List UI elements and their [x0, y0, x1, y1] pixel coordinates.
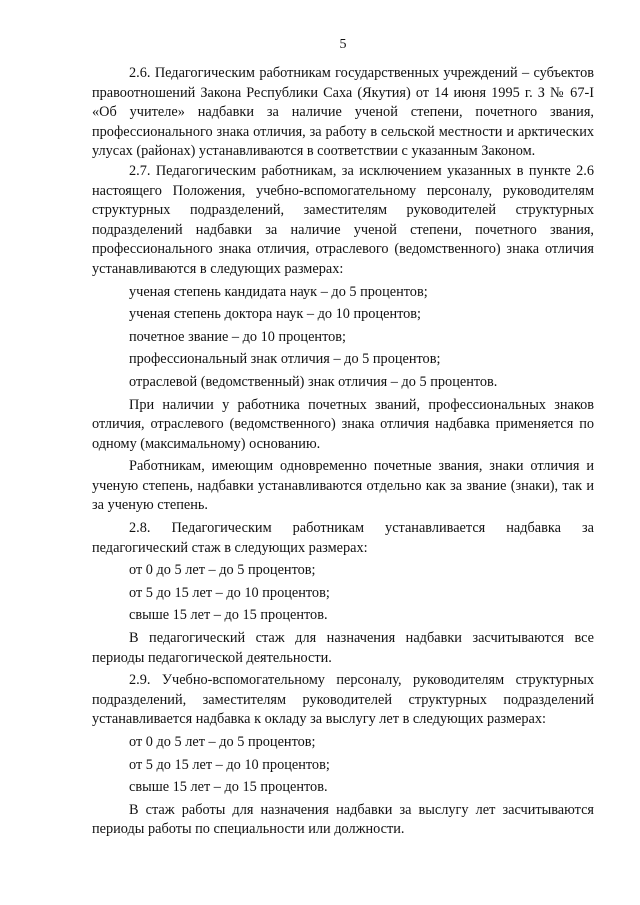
list-item: свыше 15 лет – до 15 процентов. [129, 607, 328, 624]
page-number: 5 [339, 37, 347, 52]
list-item: от 5 до 15 лет – до 10 процентов; [129, 756, 330, 773]
list-item: отраслевой (ведомственный) знак отличия – до 5 процентов. [129, 373, 498, 390]
paragraph-2-6: 2.6. Педагогическим работникам государственных учреждений – субъектов правоотношений Закона Республики Саха (Якутия) от 14 июня 1995 г. З № 67-I «Об учителе» надбавки за наличие ученой степени, почетного звания, профессионального знака отличия, за работу в сельской местности и арктических улусах (районах) устанавливаются в соответствии с указанным Законом. [92, 65, 594, 160]
paragraph-2-8: 2.8. Педагогическим работникам устанавливается надбавка за педагогический стаж в следующих размерах: [92, 520, 594, 556]
list-item: от 5 до 15 лет – до 10 процентов; [129, 584, 330, 601]
list-item: от 0 до 5 лет – до 5 процентов; [129, 562, 316, 579]
list-item: почетное звание – до 10 процентов; [129, 328, 347, 345]
list-item: свыше 15 лет – до 15 процентов. [129, 779, 328, 796]
list-item: от 0 до 5 лет – до 5 процентов; [129, 734, 316, 750]
list-item: ученая степень кандидата наук – до 5 процентов; [129, 283, 428, 300]
paragraph: При наличии у работника почетных званий, профессиональных знаков отличия, отраслевого (ведомственного) знака отличия надбавка применяется по одному (максимальному) основанию. [92, 396, 594, 452]
list-item: ученая степень доктора наук – до 10 процентов; [129, 306, 422, 323]
paragraph: В педагогический стаж для назначения надбавки засчитываются все периоды педагогической деятельности. [92, 630, 594, 666]
document-body [92, 64, 594, 840]
paragraph: В стаж работы для назначения надбавки за выслугу лет засчитываются периоды работы по специальности или должности. [92, 801, 594, 838]
paragraph-2-9: 2.9. Учебно-вспомогательному персоналу, руководителям структурных подразделений, заместителям руководителей структурных подразделений устанавливается надбавка к окладу за выслугу лет в следующих размерах: [92, 672, 594, 728]
paragraph-2-7: 2.7. Педагогическим работникам, за исключением указанных в пункте 2.6 настоящего Положения, учебно-вспомогательному персоналу, руководителям структурных подразделений, заместителям руководителей структурных подразделений надбавки за наличие ученой степени, почетного звания, профессионального знака отличия, отраслевого (ведомственного) знака отличия устанавливаются в следующих размерах: [92, 162, 594, 277]
paragraph: Работникам, имеющим одновременно почетные звания, знаки отличия и ученую степень, надбавки устанавливаются отдельно как за звание (знаки), так и за ученую степень. [92, 458, 594, 514]
list-item: профессиональный знак отличия – до 5 процентов; [129, 351, 441, 368]
